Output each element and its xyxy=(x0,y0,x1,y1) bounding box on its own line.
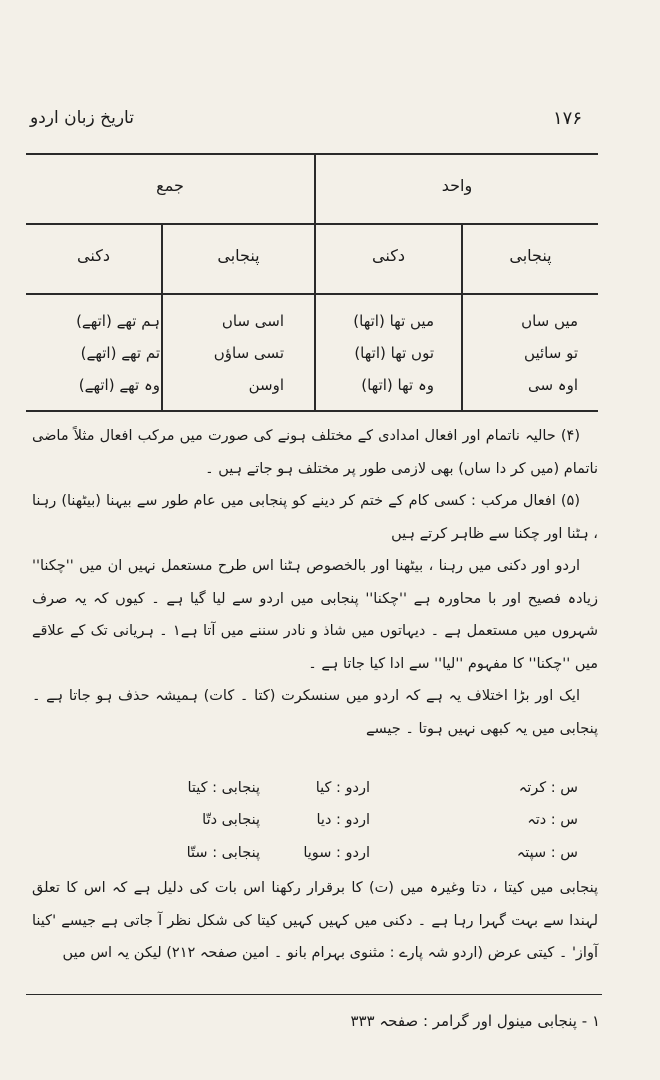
table-header-rule xyxy=(26,293,598,295)
table-col-punjabi-plural xyxy=(214,305,284,401)
header-plural: جمع xyxy=(156,176,184,195)
col-header-dakhni-plural: دکنی xyxy=(77,246,110,265)
example-s-2: س : دتہ xyxy=(527,812,578,828)
col-header-punjabi-singular: پنجابی xyxy=(509,246,552,265)
running-header-title: تاریخ زبان اردو xyxy=(30,108,134,128)
table-bottom-rule xyxy=(26,410,598,412)
table-cell: اوہ سی xyxy=(527,376,578,394)
col-header-punjabi-plural: پنجابی xyxy=(217,246,260,265)
paragraph-kita: پنجابی میں کیتا ، دتا وغیرہ میں (ت) کا برقرار رکھنا اس بات کی دلیل ہے کہ اس کا تعلق لہندا سے بہت گہرا رہا ہے ۔ دکنی میں کہیں کہیں کیتا کی شکل نظر آ جاتی ہے جیسے 'کینا آواز' ۔ کیتی عرض (اردو شہ پارے : مثنوی بہرام بانو ۔ امین صفحہ ۲۱۲) لیکن یہ اس میں xyxy=(32,880,598,961)
paragraph-5: (۵) افعال مرکب : کسی کام کے ختم کر دینے کو پنجابی میں عام طور سے بیہنا (بیٹھنا) رہنا ، ہٹنا اور چکنا سے ظاہر کرتے ہیں xyxy=(32,493,598,542)
example-u-1: اردو : کیا xyxy=(315,780,370,796)
paragraph-urdu-dakhni: اردو اور دکنی میں رہنا ، بیٹھنا اور بالخصوص ہٹنا اس طرح مستعمل نہیں ان میں ''چکنا'' زیادہ فصیح اور با محاورہ ہے ''چکنا'' پنجابی میں اردو سے لیا گیا ہے ۔ کیوں کہ یہ صرف شہروں میں مستعمل ہے ۔ دیہاتوں میں شاذ و نادر سننے میں آتا ہے۱ ۔ ہریانی تک کے علاقے میں ''چکنا'' کا مفہوم ''لیا'' سے ادا کیا جاتا ہے ۔ xyxy=(32,558,598,672)
table-cell: میں تھا (اتھا) xyxy=(353,312,434,330)
table-cell: ہم تھے (اتھے) xyxy=(76,312,160,330)
table-cell: تم تھے (اتھے) xyxy=(80,344,160,362)
paragraph-sanskrit: ایک اور بڑا اختلاف یہ ہے کہ اردو میں سنسکرت (کتا ۔ کات) ہمیشہ حذف ہو جاتا ہے ۔ پنجابی میں یہ کبھی نہیں ہوتا ۔ جیسے xyxy=(32,688,598,737)
table-cell: وہ تھے (اتھے) xyxy=(78,376,160,394)
table-col-dakhni-singular xyxy=(353,305,434,401)
example-p-3: پنجابی : ستّا xyxy=(186,845,260,861)
example-p-2: پنجابی دتّا xyxy=(202,812,260,828)
table-cell: توں تھا (اتھا) xyxy=(354,344,434,362)
table-col-dakhni-plural xyxy=(76,305,160,401)
example-s-1: س : کرتہ xyxy=(518,780,578,796)
table-top-rule xyxy=(26,153,598,155)
paragraph-4: (۴) حالیہ ناتمام اور افعال امدادی کے مختلف ہونے کی صورت میں مرکب افعال مثلاً ماضی ناتمام (میں کر دا ساں) بھی لازمی طور پر مختلف ہو جاتے ہیں ۔ xyxy=(32,428,598,477)
table-col-punjabi-singular xyxy=(521,305,578,401)
table-cell: تسی ساؤں xyxy=(213,344,284,362)
example-u-2: اردو : دیا xyxy=(316,812,370,828)
table-cell: اسی ساں xyxy=(221,312,284,330)
footnote: ۱ - پنجابی مینول اور گرامر : صفحہ ۳۳۳ xyxy=(350,1012,600,1030)
body-text xyxy=(32,420,598,745)
table-cell: اوسن xyxy=(248,376,284,394)
page-number: ۱۷۶ xyxy=(552,108,582,129)
table-group-rule xyxy=(26,223,598,225)
table-cell: تو سائیں xyxy=(524,344,578,362)
footnote-rule xyxy=(26,994,602,995)
header-singular: واحد xyxy=(441,176,473,195)
example-p-1: پنجابی : کیتا xyxy=(187,780,260,796)
table-cell: وہ تھا (اتھا) xyxy=(361,376,434,394)
example-u-3: اردو : سویا xyxy=(303,845,370,861)
example-s-3: س : سپتہ xyxy=(516,845,578,861)
table-cell: میں ساں xyxy=(521,312,578,330)
body-text-continued xyxy=(32,872,598,970)
col-header-dakhni-singular: دکنی xyxy=(372,246,405,265)
